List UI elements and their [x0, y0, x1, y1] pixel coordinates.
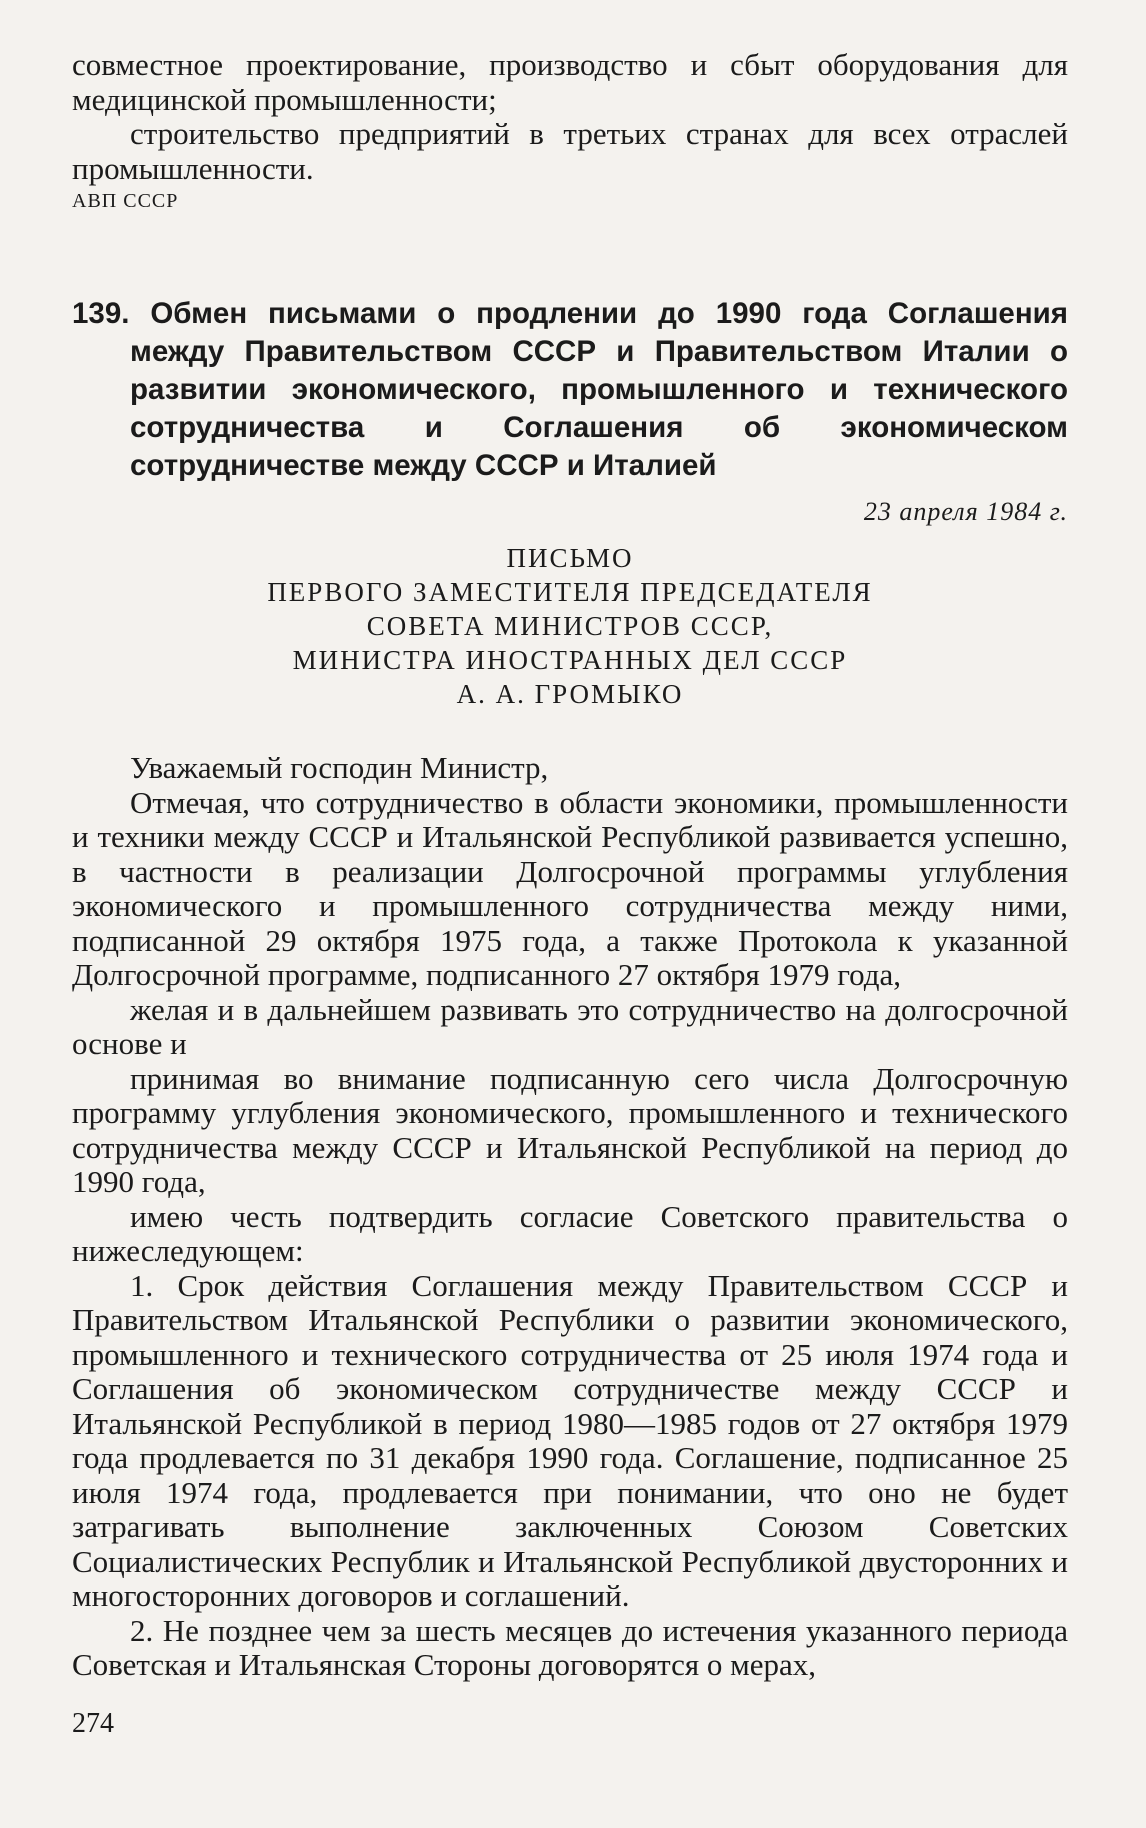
- body-paragraph: Отмечая, что сотрудничество в области экономики, промышленности и техники между СССР и Итальянской Республикой развивается успешно, в частности в реализации Долгосрочной программы углубления экономического и промышленного сотрудничества между ними, подписанной 29 октября 1975 года, а также Протокола к указанной Долгосрочной программе, подписанного 27 октября 1979 года,: [72, 784, 1068, 992]
- body-paragraph: 1. Срок действия Соглашения между Правительством СССР и Правительством Итальянской Республики о развитии экономического, промышленного и технического сотрудничества от 25 июля 1974 года и Соглашения об экономическом сотрудничестве между СССР и Итальянской Республикой в период 1980—1985 годов от 27 октября 1979 года продлевается по 31 декабря 1990 года. Соглашение, подписанное 25 июля 1974 года, продлевается при понимании, что оно не будет затрагивать выполнение заключенных Союзом Советских Социалистических Республик и Итальянской Республикой двусторонних и многосторонних договоров и соглашений.: [72, 1267, 1068, 1613]
- title-line: СОВЕТА МИНИСТРОВ СССР,: [366, 611, 774, 641]
- salutation: Уважаемый господин Министр,: [130, 750, 549, 785]
- title-line: А. А. ГРОМЫКО: [456, 679, 684, 709]
- letter-title-block: [72, 541, 1068, 711]
- body-paragraph: принимая во внимание подписанную сего числа Долгосрочную программу углубления экономического, промышленного и технического сотрудничества между СССР и Итальянской Республикой на период до 1990 года,: [72, 1060, 1068, 1199]
- title-line: МИНИСТРА ИНОСТРАННЫХ ДЕЛ СССР: [292, 645, 848, 675]
- document-heading: 139. Обмен письмами о продлении до 1990 года Соглашения между Правительством СССР и Правительством Италии о развитии экономического, промышленного и технического сотрудничества и Соглашения об экономическом сотрудничестве между СССР и Италией: [72, 297, 1068, 482]
- paragraph-top-2: строительство предприятий в третьих странах для всех отраслей промышленности.: [72, 116, 1068, 186]
- source-reference: АВП СССР: [72, 190, 179, 212]
- page-number: 274: [72, 1708, 114, 1739]
- document-date: 23 апреля 1984 г.: [863, 497, 1068, 526]
- title-line: ПИСЬМО: [506, 543, 634, 573]
- title-line: ПЕРВОГО ЗАМЕСТИТЕЛЯ ПРЕДСЕДАТЕЛЯ: [267, 577, 873, 607]
- body-paragraph: желая и в дальнейшем развивать это сотрудничество на долгосрочной основе и: [72, 991, 1068, 1061]
- paragraph-top-1: совместное проектирование, производство и сбыт оборудования для медицинской промышленности;: [72, 47, 1068, 117]
- body-paragraph: 2. Не позднее чем за шесть месяцев до истечения указанного периода Советская и Итальянская Стороны договорятся о мерах,: [72, 1612, 1068, 1682]
- body-paragraph: имею честь подтвердить согласие Советского правительства о нижеследующем:: [72, 1198, 1068, 1268]
